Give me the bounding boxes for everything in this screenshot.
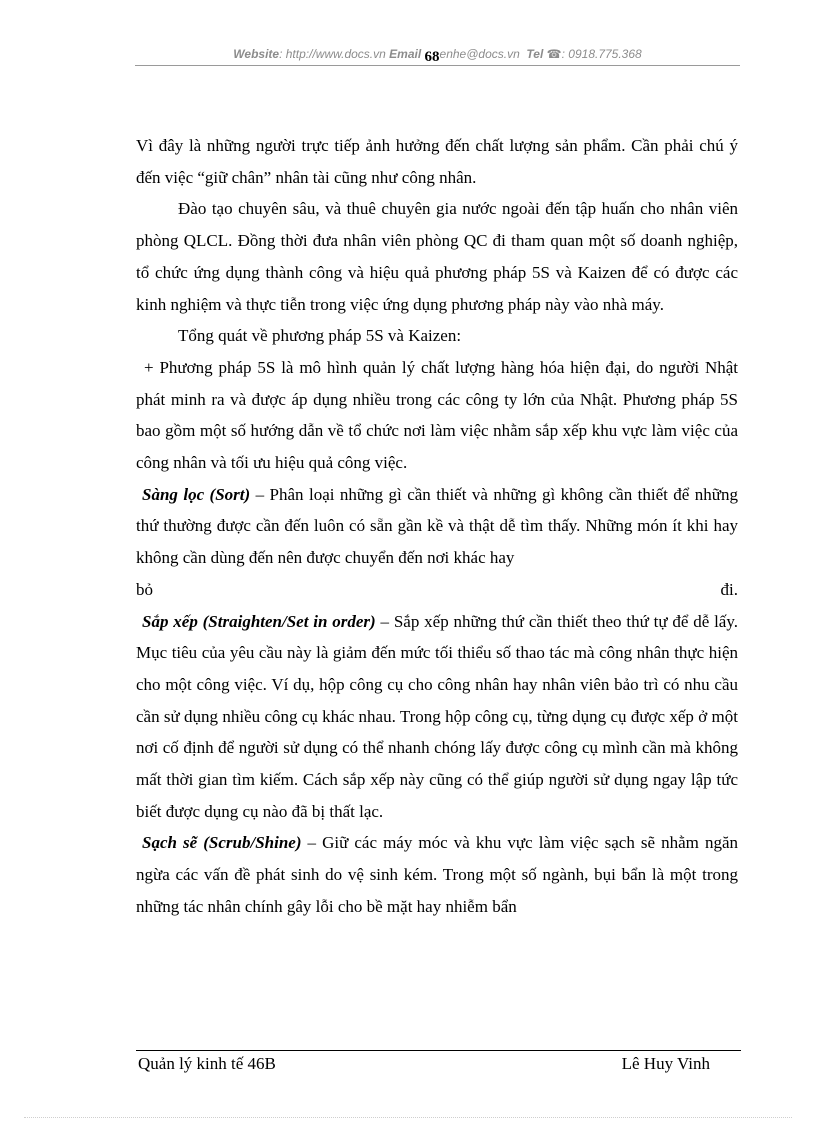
term-set-in-order: Sắp xếp (Straighten/Set in order) bbox=[142, 611, 376, 631]
paragraph-sort bbox=[136, 479, 738, 574]
sort-end-left: bỏ bbox=[136, 579, 153, 599]
page-footer bbox=[138, 1054, 710, 1074]
paragraph-5s: + Phương pháp 5S là mô hình quản lý chất lượng hàng hóa hiện đại, do người Nhật phát minh ra và được áp dụng nhiều trong các công ty lớn của Nhật. Phương pháp 5S bao gồm một số hướng dẫn về tổ chức nơi làm việc nhằm sắp xếp khu vực làm việc của công nhân và tối ưu hiệu quả công việc. bbox=[136, 357, 738, 473]
sort-text: – Phân loại những gì cần thiết và những gì không cần thiết để những thứ thường được cần đến luôn có sẵn gần kề và thật dễ tìm thấy. Những món ít khi hay không cần dùng đến nên được chuyển đến nơi khác hay bbox=[136, 484, 738, 568]
sort-end-right: đi. bbox=[720, 579, 738, 599]
email-address: enhe@docs.vn bbox=[439, 47, 520, 61]
page-number: 68 bbox=[424, 49, 440, 65]
shine-text: – Giữ các máy móc và khu vực làm việc sạch sẽ nhằm ngăn ngừa các vấn đề phát sinh do vệ sinh kém. Trong một số ngành, bụi bẩn là một trong những tác nhân chính gây lỗi cho bề mặt hay nhiễm bẩn bbox=[136, 833, 738, 916]
paragraph-shine bbox=[136, 827, 738, 922]
paragraph-3: Tổng quát về phương pháp 5S và Kaizen: bbox=[178, 326, 462, 346]
paragraph-2: Đào tạo chuyên sâu, và thuê chuyên gia nước ngoài đến tập huấn cho nhân viên phòng QLCL. Đồng thời đưa nhân viên phòng QC đi tham quan một số doanh nghiệp, tổ chức ứng dụng thành công và hiệu quả phương pháp 5S và Kaizen để có được các kinh nghiệm và thực tiễn trong việc ứng dụng phương pháp này vào nhà máy. bbox=[136, 199, 738, 314]
email-label: Email bbox=[389, 47, 422, 61]
page-body bbox=[136, 130, 738, 923]
term-shine: Sạch sẽ (Scrub/Shine) bbox=[142, 833, 302, 853]
phone-icon: ☎ bbox=[546, 47, 562, 61]
header-rule bbox=[135, 65, 740, 66]
paragraph-1: Vì đây là những người trực tiếp ảnh hưởng đến chất lượng sản phẩm. Cần phải chú ý đến việc “giữ chân” nhân tài cũng như công nhân. bbox=[136, 136, 738, 187]
website-url: : http://www.docs.vn bbox=[279, 47, 386, 61]
tel-value: : 0918.775.368 bbox=[561, 47, 642, 61]
footer-rule bbox=[136, 1050, 741, 1051]
website-label: Website bbox=[233, 47, 280, 61]
page-bottom-border bbox=[24, 1117, 792, 1118]
tel-label: Tel bbox=[526, 47, 544, 61]
term-sort: Sàng lọc (Sort) bbox=[142, 484, 251, 504]
paragraph-set-in-order bbox=[136, 606, 738, 828]
paragraph-sort-last-line bbox=[136, 574, 738, 606]
footer-left: Quản lý kinh tế 46B bbox=[138, 1054, 276, 1073]
set-text: – Sắp xếp những thứ cần thiết theo thứ tự để dễ lấy. Mục tiêu của yêu cầu này là giảm đến mức tối thiểu số thao tác mà công nhân thực hiện cho một công việc. Ví dụ, hộp công cụ cho công nhân hay nhân viên bảo trì có nhu cầu cần sử dụng nhiều công cụ khác nhau. Trong hộp công cụ, từng dụng cụ được xếp ở một nơi cố định để người sử dụng có thể nhanh chóng lấy được công cụ mình cần mà không mất thời gian tìm kiếm. Cách sắp xếp này cũng có thể giúp người sử dụng ngay lập tức biết được dụng cụ nào đã bị thất lạc. bbox=[136, 611, 738, 821]
footer-right: Lê Huy Vinh bbox=[621, 1054, 710, 1073]
